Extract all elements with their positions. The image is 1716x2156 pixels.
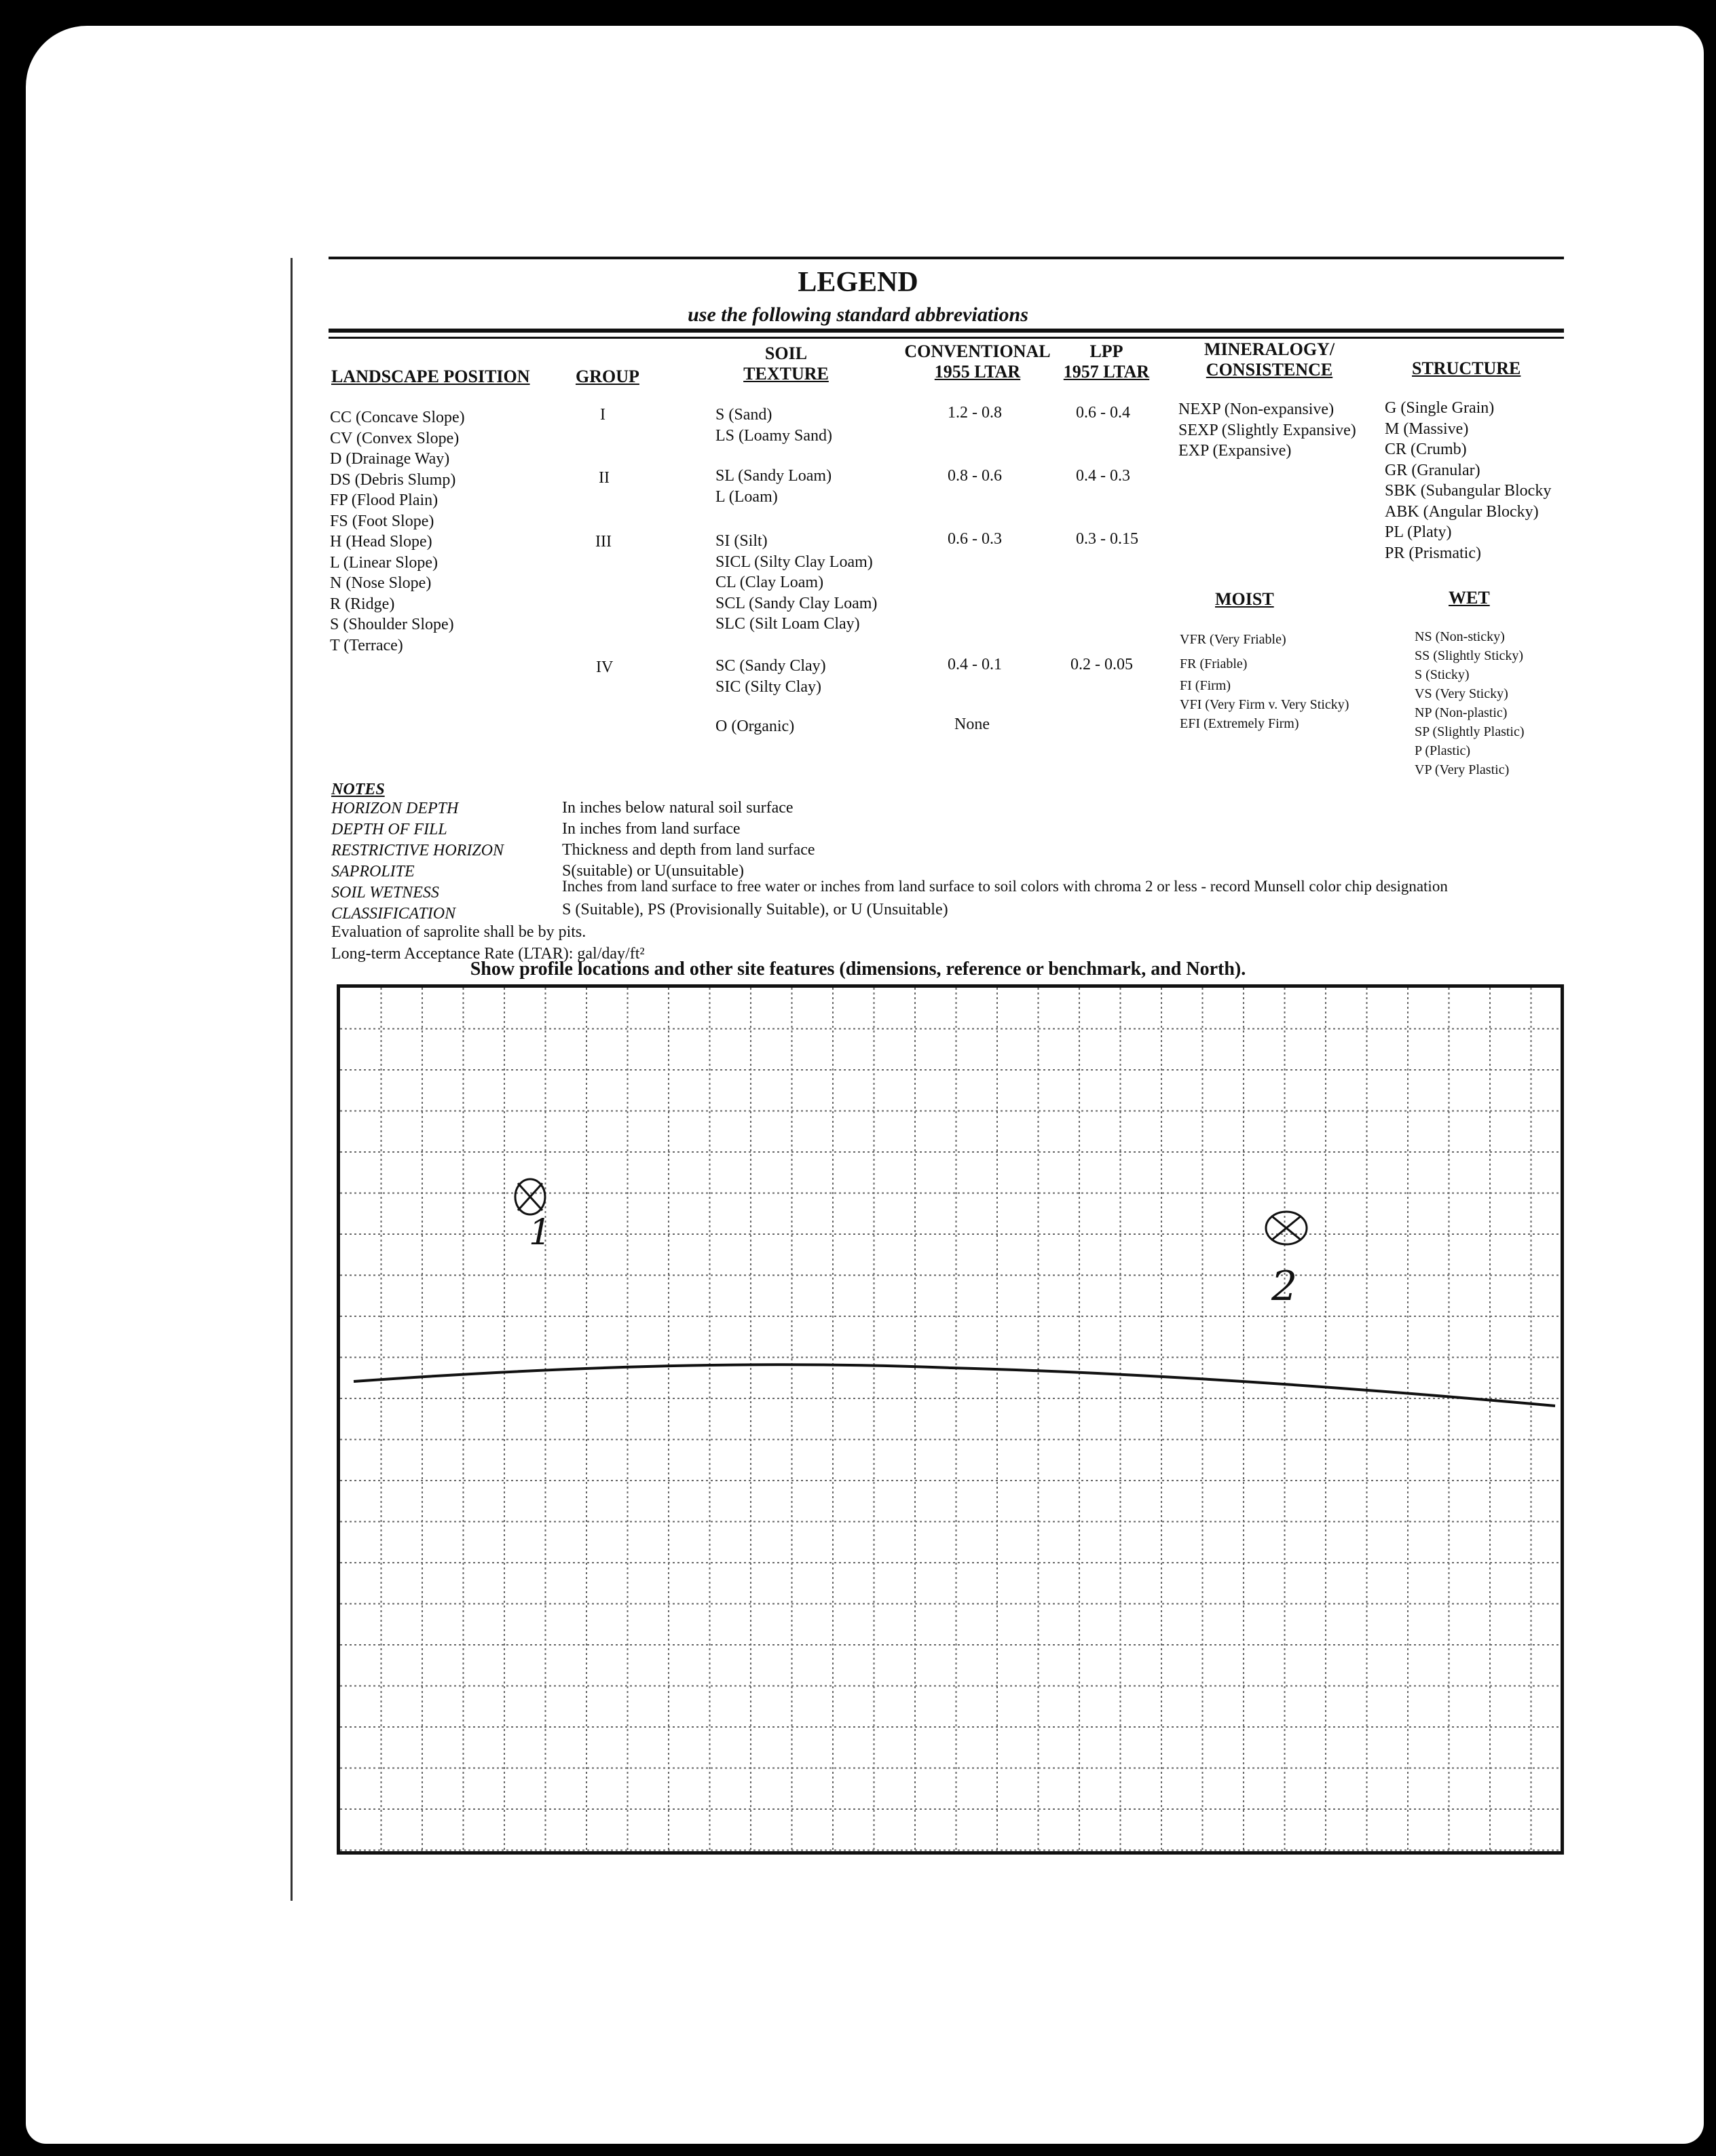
notes-heading: NOTES bbox=[331, 781, 385, 798]
list-item: NS (Non-sticky) bbox=[1415, 629, 1505, 644]
handwritten-sketch bbox=[340, 988, 1561, 1851]
list-item: DS (Debris Slump) bbox=[330, 470, 456, 489]
group-i-lpp: 0.6 - 0.4 bbox=[1076, 404, 1130, 422]
note-term: SAPROLITE bbox=[331, 863, 415, 880]
header-double-rule-top bbox=[329, 329, 1564, 333]
landscape-position-list bbox=[330, 407, 465, 656]
list-item: VFI (Very Firm v. Very Sticky) bbox=[1180, 697, 1349, 712]
group-iv-conventional: 0.4 - 0.1 bbox=[948, 656, 1002, 673]
list-item: ABK (Angular Blocky) bbox=[1385, 502, 1539, 521]
note-definition: S(suitable) or U(unsuitable) bbox=[562, 862, 744, 880]
ltar-note: Long-term Acceptance Rate (LTAR): gal/day/ft² bbox=[331, 945, 645, 963]
list-item: VFR (Very Friable) bbox=[1180, 632, 1286, 647]
header-double-rule-bottom bbox=[329, 337, 1564, 339]
list-item: EFI (Extremely Firm) bbox=[1180, 716, 1299, 731]
group-iv-textures bbox=[715, 656, 826, 697]
group-label-iv: IV bbox=[596, 658, 614, 676]
list-item: S (Shoulder Slope) bbox=[330, 616, 454, 633]
header-mineralogy: MINERALOGY/ bbox=[1204, 339, 1335, 359]
note-term: DEPTH OF FILL bbox=[331, 821, 447, 838]
list-item: N (Nose Slope) bbox=[330, 574, 432, 592]
header-moist: MOIST bbox=[1215, 589, 1274, 609]
header-group: GROUP bbox=[576, 367, 639, 386]
saprolite-evaluation-note: Evaluation of saprolite shall be by pits. bbox=[331, 923, 586, 941]
list-item: CC (Concave Slope) bbox=[330, 409, 465, 426]
group-ii-conventional: 0.8 - 0.6 bbox=[948, 467, 1002, 485]
note-definition: S (Suitable), PS (Provisionally Suitable), or U (Unsuitable) bbox=[562, 901, 948, 918]
texture-item: SLC (Silt Loam Clay) bbox=[715, 615, 860, 633]
texture-item: L (Loam) bbox=[715, 487, 778, 506]
header-structure: STRUCTURE bbox=[1412, 358, 1521, 378]
legend-subtitle: use the following standard abbreviations bbox=[688, 303, 1028, 326]
header-consistence: CONSISTENCE bbox=[1206, 360, 1333, 379]
profile-marker-2-label: 2 bbox=[1271, 1263, 1298, 1310]
group-i-textures bbox=[715, 405, 832, 446]
list-item: FR (Friable) bbox=[1180, 656, 1248, 671]
header-lpp-ltar: 1957 LTAR bbox=[1063, 362, 1150, 382]
texture-item: LS (Loamy Sand) bbox=[715, 426, 832, 445]
profile-marker-2 bbox=[1266, 1212, 1307, 1244]
group-iv-lpp: 0.2 - 0.05 bbox=[1070, 656, 1133, 673]
note-term: HORIZON DEPTH bbox=[331, 800, 459, 817]
list-item: VS (Very Sticky) bbox=[1415, 686, 1508, 701]
texture-item: SICL (Silty Clay Loam) bbox=[715, 553, 873, 571]
structure-list bbox=[1385, 398, 1551, 563]
texture-item: S (Sand) bbox=[715, 406, 772, 424]
list-item: L (Linear Slope) bbox=[330, 553, 439, 572]
site-sketch-grid[interactable] bbox=[337, 984, 1564, 1855]
note-definition: Inches from land surface to free water or inches from land surface to soil colors with chroma 2 or less - record Munsell color chip designation bbox=[562, 878, 1448, 895]
texture-item: SI (Silt) bbox=[715, 532, 768, 550]
list-item: SBK (Subangular Blocky bbox=[1385, 482, 1552, 500]
top-rule bbox=[329, 257, 1564, 259]
list-item: M (Massive) bbox=[1385, 420, 1469, 438]
list-item: VP (Very Plastic) bbox=[1415, 762, 1510, 777]
organic-texture: O (Organic) bbox=[715, 718, 795, 735]
group-i-conventional: 1.2 - 0.8 bbox=[948, 404, 1002, 422]
note-definition: Thickness and depth from land surface bbox=[562, 841, 815, 859]
texture-item: SC (Sandy Clay) bbox=[715, 657, 826, 675]
header-conventional: CONVENTIONAL bbox=[904, 341, 1051, 361]
list-item: CR (Crumb) bbox=[1385, 441, 1467, 458]
list-item: H (Head Slope) bbox=[330, 533, 432, 551]
header-wet: WET bbox=[1449, 588, 1490, 608]
note-definition: In inches below natural soil surface bbox=[562, 799, 794, 817]
header-texture: TEXTURE bbox=[743, 364, 829, 384]
group-label-iii: III bbox=[595, 533, 612, 551]
contour-line bbox=[354, 1364, 1555, 1406]
list-item: GR (Granular) bbox=[1385, 461, 1480, 479]
list-item: T (Terrace) bbox=[330, 636, 403, 654]
list-item: EXP (Expansive) bbox=[1178, 442, 1292, 460]
list-item: D (Drainage Way) bbox=[330, 450, 450, 468]
profile-marker-1-label: 1 bbox=[529, 1212, 552, 1253]
group-label-i: I bbox=[600, 406, 605, 424]
list-item: SS (Slightly Sticky) bbox=[1415, 648, 1524, 663]
organic-conventional: None bbox=[954, 715, 990, 733]
list-item: P (Plastic) bbox=[1415, 743, 1471, 758]
texture-item: SL (Sandy Loam) bbox=[715, 467, 832, 485]
header-conventional-ltar: 1955 LTAR bbox=[934, 362, 1021, 382]
list-item: FI (Firm) bbox=[1180, 678, 1231, 693]
mineralogy-list bbox=[1178, 399, 1356, 462]
list-item: FP (Flood Plain) bbox=[330, 491, 439, 509]
list-item: G (Single Grain) bbox=[1385, 399, 1495, 417]
group-label-ii: II bbox=[599, 469, 610, 487]
header-landscape-position: LANDSCAPE POSITION bbox=[331, 367, 530, 386]
note-term: SOIL WETNESS bbox=[331, 884, 439, 902]
list-item: SEXP (Slightly Expansive) bbox=[1178, 421, 1356, 439]
group-iii-textures bbox=[715, 531, 877, 635]
group-ii-lpp: 0.4 - 0.3 bbox=[1076, 467, 1130, 485]
group-iii-lpp: 0.3 - 0.15 bbox=[1076, 530, 1138, 548]
left-margin-line bbox=[291, 258, 293, 1901]
wet-list bbox=[1415, 627, 1525, 779]
list-item: NP (Non-plastic) bbox=[1415, 705, 1508, 720]
header-lpp: LPP bbox=[1089, 341, 1123, 361]
texture-item: CL (Clay Loam) bbox=[715, 574, 824, 591]
list-item: PR (Prismatic) bbox=[1385, 544, 1481, 562]
texture-item: SCL (Sandy Clay Loam) bbox=[715, 594, 878, 612]
grid-instruction: Show profile locations and other site features (dimensions, reference or benchmark, and North). bbox=[470, 959, 1246, 980]
list-item: FS (Foot Slope) bbox=[330, 512, 434, 530]
list-item: R (Ridge) bbox=[330, 595, 395, 613]
list-item: SP (Slightly Plastic) bbox=[1415, 724, 1525, 739]
list-item: NEXP (Non-expansive) bbox=[1178, 401, 1335, 418]
list-item: S (Sticky) bbox=[1415, 667, 1470, 682]
group-iii-conventional: 0.6 - 0.3 bbox=[948, 530, 1002, 548]
moist-list bbox=[1180, 630, 1349, 733]
profile-marker-1 bbox=[515, 1179, 545, 1214]
group-ii-textures bbox=[715, 466, 832, 507]
note-definition: In inches from land surface bbox=[562, 820, 741, 838]
list-item: CV (Convex Slope) bbox=[330, 429, 460, 447]
legend-title: LEGEND bbox=[798, 267, 918, 298]
note-term: RESTRICTIVE HORIZON bbox=[331, 842, 504, 859]
header-soil: SOIL bbox=[764, 343, 808, 363]
list-item: PL (Platy) bbox=[1385, 523, 1452, 541]
texture-item: SIC (Silty Clay) bbox=[715, 677, 822, 696]
note-term: CLASSIFICATION bbox=[331, 905, 456, 923]
